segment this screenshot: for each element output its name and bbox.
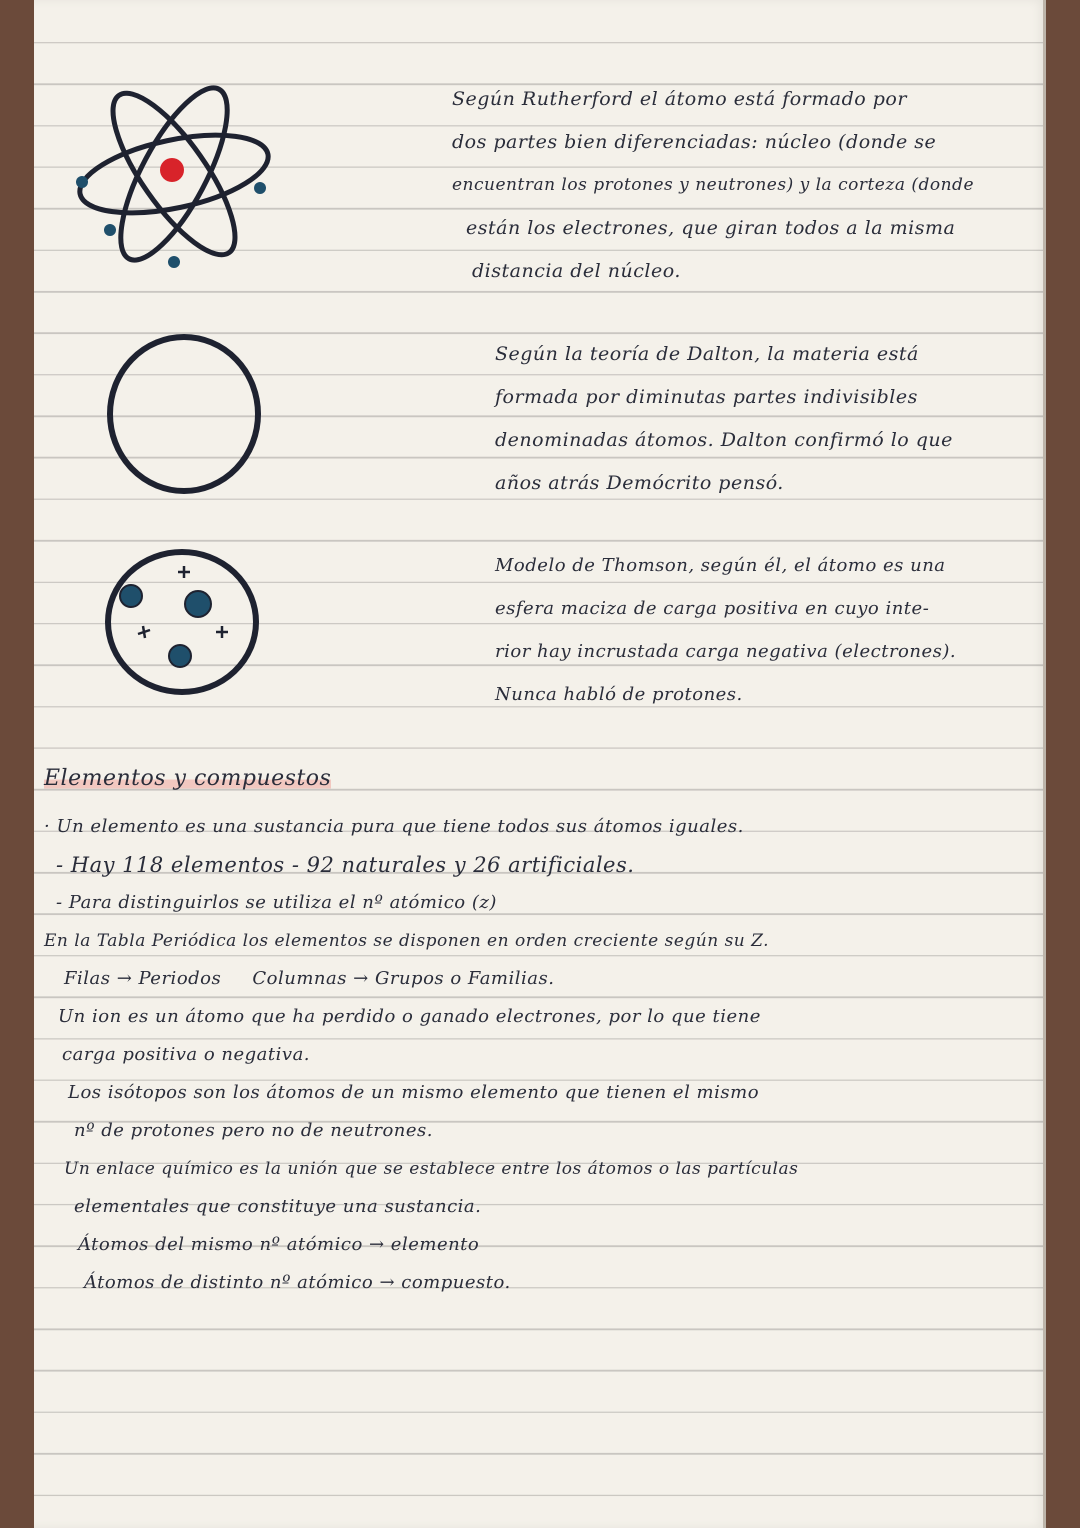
text-line: Nunca habló de protones. [495, 684, 743, 705]
section-title [44, 766, 331, 791]
text-line: distancia del núcleo. [472, 260, 681, 282]
note-line: Los isótopos son los átomos de un mismo elemento que tienen el mismo [68, 1082, 760, 1103]
note-line: · Un elemento es una sustancia pura que tiene todos sus átomos iguales. [44, 816, 744, 837]
electron-icon [254, 182, 266, 194]
note-line: elementales que constituye una sustancia. [74, 1196, 482, 1217]
thomson-text [495, 544, 956, 716]
positive-charge-icons [138, 566, 228, 638]
electron-icon [169, 645, 191, 667]
text-line: están los electrones, que giran todos a la misma [466, 217, 956, 239]
page-edge [1043, 0, 1046, 1528]
text-line: encuentran los protones y neutrones) y la corteza (donde [452, 175, 975, 195]
rutherford-text [452, 78, 974, 293]
text-line: formada por diminutas partes indivisibles [495, 386, 918, 408]
text-line: denominadas átomos. Dalton confirmó lo que [495, 429, 953, 451]
text-line: Según la teoría de Dalton, la materia está [495, 343, 919, 365]
text-line: esfera maciza de carga positiva en cuyo inte- [495, 598, 930, 619]
electron-icon [76, 176, 88, 188]
dalton-atom-drawing [100, 330, 270, 500]
text-line: rior hay incrustada carga negativa (electrones). [495, 641, 957, 662]
note-line: - Para distinguirlos se utiliza el nº atómico (z) [56, 892, 497, 913]
note-line: Átomos de distinto nº atómico → compuesto. [84, 1272, 511, 1293]
note-line: En la Tabla Periódica los elementos se disponen en orden creciente según su Z. [44, 931, 770, 951]
note-line: Un enlace químico es la unión que se establece entre los átomos o las partículas [64, 1159, 799, 1179]
note-line: Un ion es un átomo que ha perdido o ganado electrones, por lo que tiene [58, 1006, 761, 1027]
electron-icon [168, 256, 180, 268]
text-line: Según Rutherford el átomo está formado por [452, 88, 907, 110]
note-line: - Hay 118 elementos - 92 naturales y 26 artificiales. [56, 853, 635, 877]
text-line: dos partes bien diferenciadas: núcleo (donde se [452, 131, 937, 153]
rutherford-atom-drawing [70, 70, 280, 280]
electron-icon [104, 224, 116, 236]
note-line: Átomos del mismo nº atómico → elemento [78, 1234, 480, 1255]
note-line: Filas → Periodos Columnas → Grupos o Familias. [64, 968, 555, 989]
electron-icon [120, 585, 142, 607]
dalton-text [495, 333, 953, 505]
thomson-atom-drawing [98, 548, 268, 698]
text-line: Modelo de Thomson, según él, el átomo es una [495, 555, 946, 576]
text-line: años atrás Demócrito pensó. [495, 472, 784, 494]
nucleus-icon [160, 158, 184, 182]
section-title-text: Elementos y compuestos [44, 766, 332, 791]
electron-icon [185, 591, 211, 617]
notes-body [44, 808, 798, 1302]
note-line: nº de protones pero no de neutrones. [74, 1120, 434, 1141]
note-line: carga positiva o negativa. [62, 1044, 311, 1065]
